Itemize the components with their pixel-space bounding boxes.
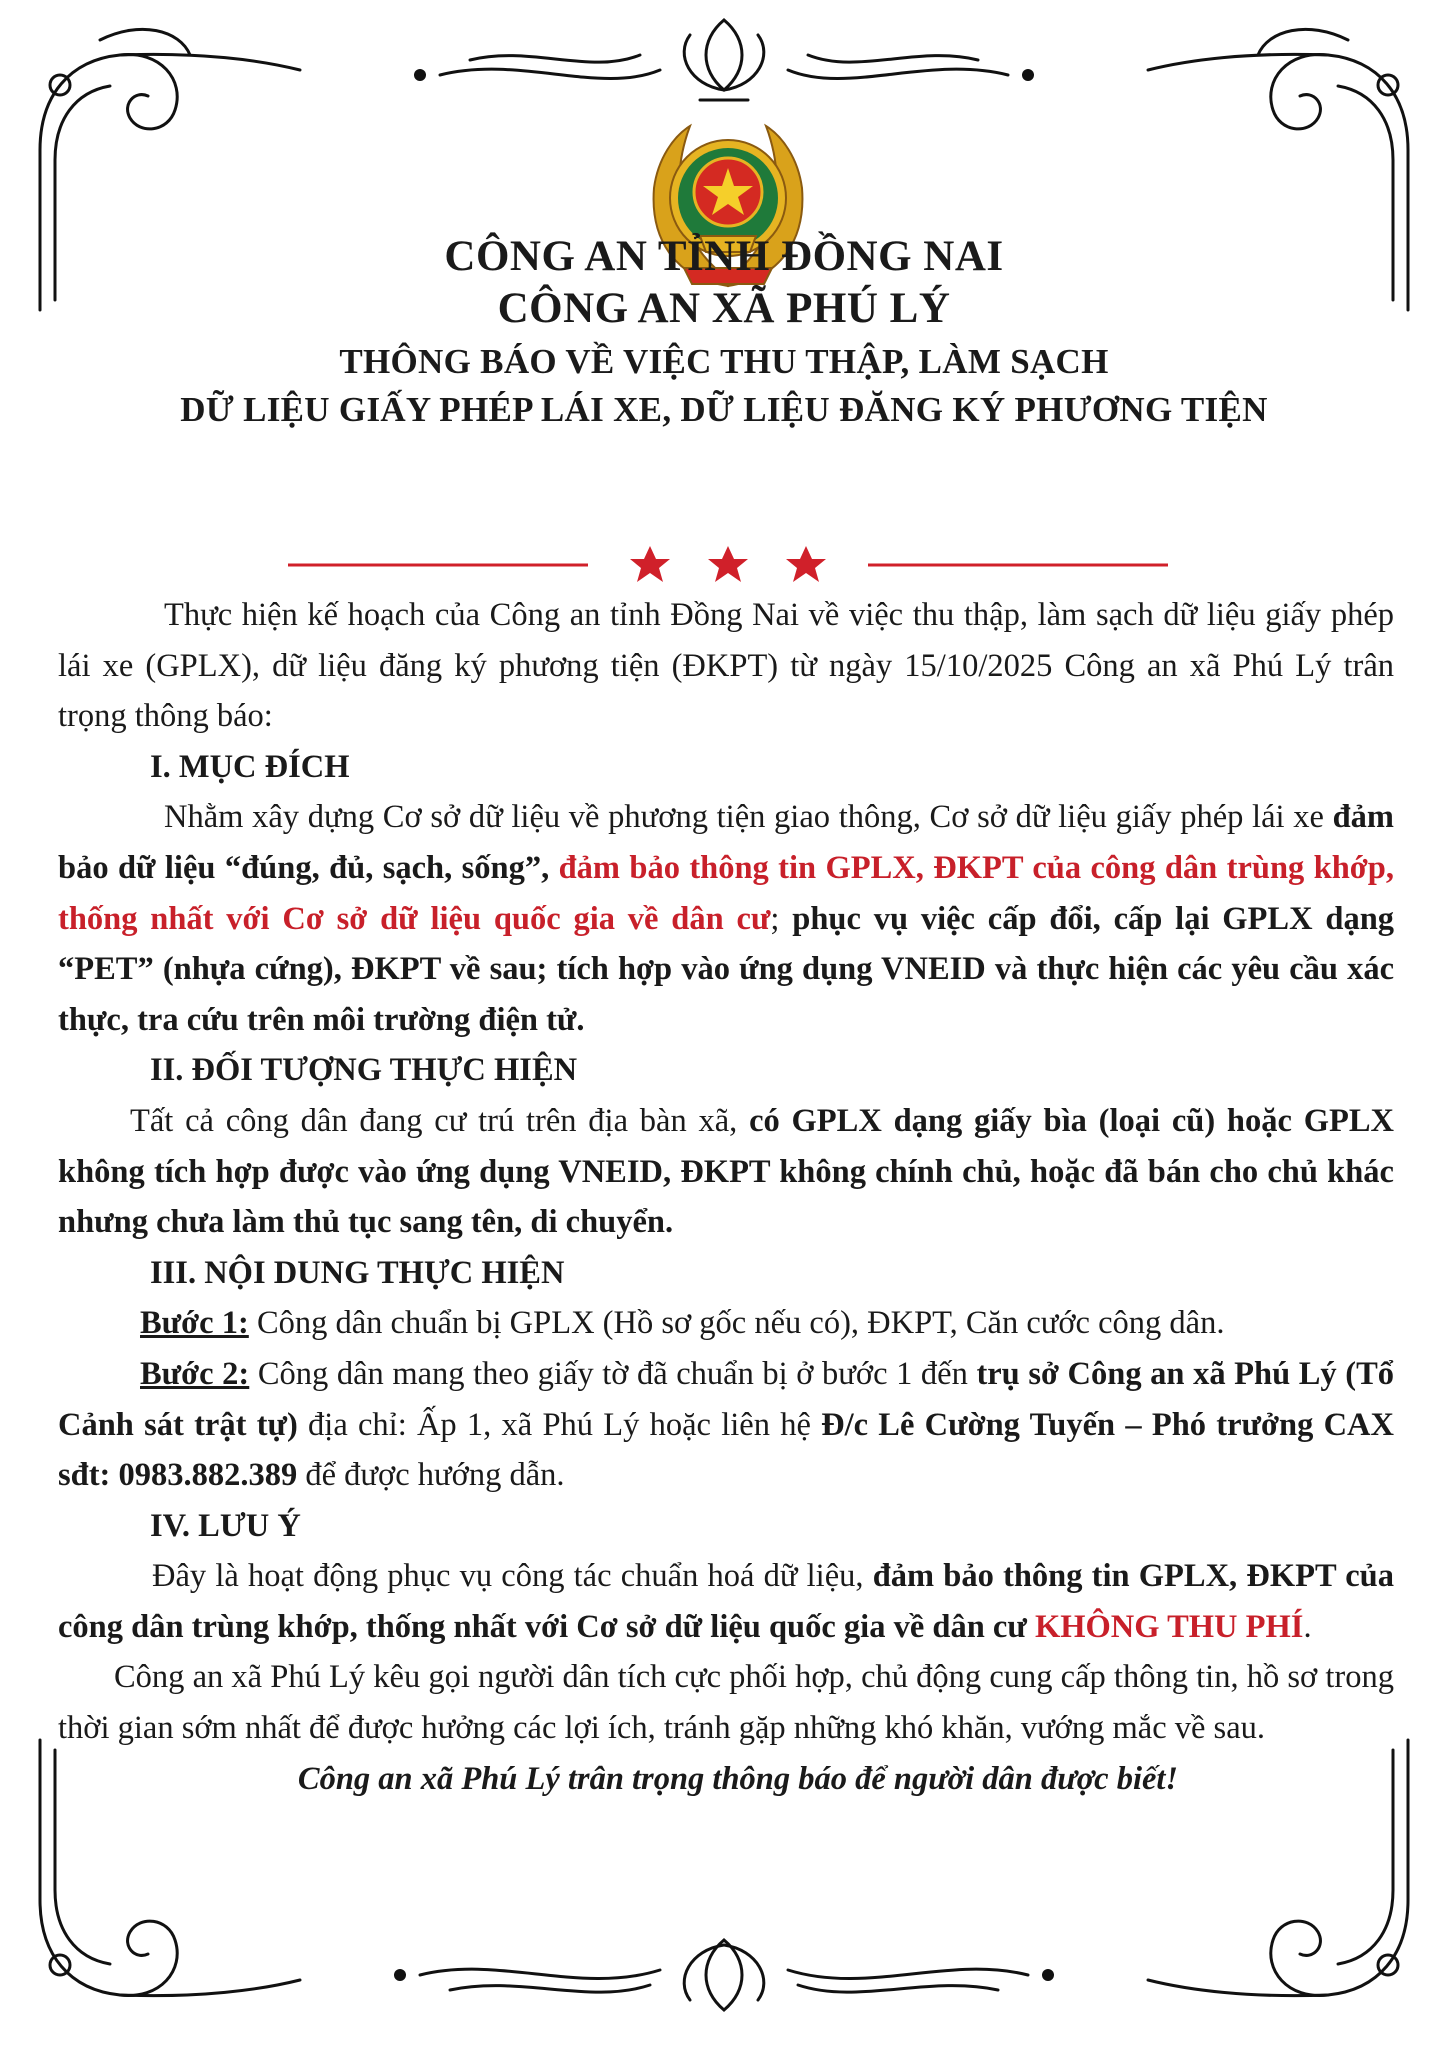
intro-paragraph: Thực hiện kế hoạch của Công an tỉnh Đồng Nai về việc thu thập, làm sạch dữ liệu giấy phép lái xe (GPLX), dữ liệu đăng ký phương tiện (ĐKPT) từ ngày 15/10/2025 Công an xã Phú Lý trân trọng thông báo: [58, 597, 1394, 735]
s4-text-1: Đây là hoạt động phục vụ công tác chuẩn hoá dữ liệu, [152, 1558, 873, 1595]
notice-title-line-2: DỮ LIỆU GIẤY PHÉP LÁI XE, DỮ LIỆU ĐĂNG KÝ PHƯƠNG TIỆN [180, 390, 1268, 429]
s1-bold-1: đảm bảo dữ liệu “đúng, đủ, sạch, sống”, [58, 799, 1394, 886]
step-2-bold-2: Đ/c Lê Cường Tuyến – Phó trưởng CAX sđt: 0983.882.389 [58, 1406, 1394, 1494]
step-2-paragraph [58, 1349, 1394, 1501]
s1-text-1: Nhằm xây dựng Cơ sở dữ liệu về phương tiện giao thông, Cơ sở dữ liệu giấy phép lái xe [164, 799, 1333, 836]
notice-title-line-1: THÔNG BÁO VỀ VIỆC THU THẬP, LÀM SẠCH [339, 342, 1109, 381]
closing-line: Công an xã Phú Lý trân trọng thông báo để người dân được biết! [297, 1760, 1179, 1797]
step-2-label: Bước 2: [140, 1355, 250, 1392]
s2-bold-1: có GPLX dạng giấy bìa (loại cũ) hoặc GPLX không tích hợp được vào ứng dụng VNEID, ĐKPT không chính chủ, hoặc đã bán cho chủ khác nhưng chưa làm thủ tục sang tên, di chuyển. [58, 1102, 1394, 1241]
s1-bold-2: phục vụ việc cấp đổi, cấp lại GPLX dạng “PET” (nhựa cứng), ĐKPT về sau; tích hợp vào ứng dụng VNEID và thực hiện các yêu cầu xác thực, tra cứu trên môi trường điện tử. [58, 900, 1395, 1038]
s4-bold-1: đảm bảo thông tin GPLX, ĐKPT của công dân trùng khớp, thống nhất với Cơ sở dữ liệu quốc gia về dân cư [58, 1558, 1394, 1645]
s2-text-1: Tất cả công dân đang cư trú trên địa bàn xã, [130, 1102, 750, 1139]
no-fee-notice: KHÔNG THU PHÍ [1034, 1608, 1304, 1645]
s1-text-2: ; [770, 900, 793, 937]
step-1-paragraph [58, 1298, 1394, 1349]
step-2-bold-1: trụ sở Công an xã Phú Lý (Tổ Cảnh sát trật tự) [58, 1355, 1394, 1443]
star-icon [630, 546, 826, 582]
step-2-text-1: Công dân mang theo giấy tờ đã chuẩn bị ở bước 1 đến [249, 1355, 977, 1392]
step-2-text-2: địa chỉ: Ấp 1, xã Phú Lý hoặc liên hệ [297, 1406, 822, 1443]
step-1-text: Công dân chuẩn bị GPLX (Hồ sơ gốc nếu có), ĐKPT, Căn cước công dân. [248, 1305, 1225, 1342]
section-1-heading: I. MỤC ĐÍCH [150, 748, 350, 785]
section-3-heading: III. NỘI DUNG THỰC HIỆN [150, 1254, 565, 1291]
s1-red-1: đảm bảo thông tin GPLX, ĐKPT của công dân trùng khớp, thống nhất với Cơ sở dữ liệu quốc gia về dân cư [58, 849, 1394, 937]
section-2-paragraph [58, 1096, 1394, 1248]
section-1-paragraph [58, 792, 1394, 1045]
step-2-text-3: để được hướng dẫn. [297, 1457, 565, 1494]
section-2-heading: II. ĐỐI TƯỢNG THỰC HIỆN [150, 1052, 578, 1089]
section-4-heading: IV. LƯU Ý [150, 1507, 301, 1544]
title-divider [288, 540, 1168, 590]
agency-line-1: CÔNG AN TỈNH ĐỒNG NAI [444, 233, 1004, 280]
notice-body [58, 590, 1394, 1804]
s4-text-2: . [1303, 1608, 1312, 1645]
section-4-paragraph [58, 1551, 1394, 1652]
agency-line-2: CÔNG AN XÃ PHÚ LÝ [497, 285, 951, 332]
step-1-label: Bước 1: [140, 1305, 249, 1342]
appeal-paragraph: Công an xã Phú Lý kêu gọi người dân tích cực phối hợp, chủ động cung cấp thông tin, hồ sơ trong thời gian sớm nhất để được hưởng các lợi ích, tránh gặp những khó khăn, vướng mắc về sau. [58, 1659, 1394, 1747]
